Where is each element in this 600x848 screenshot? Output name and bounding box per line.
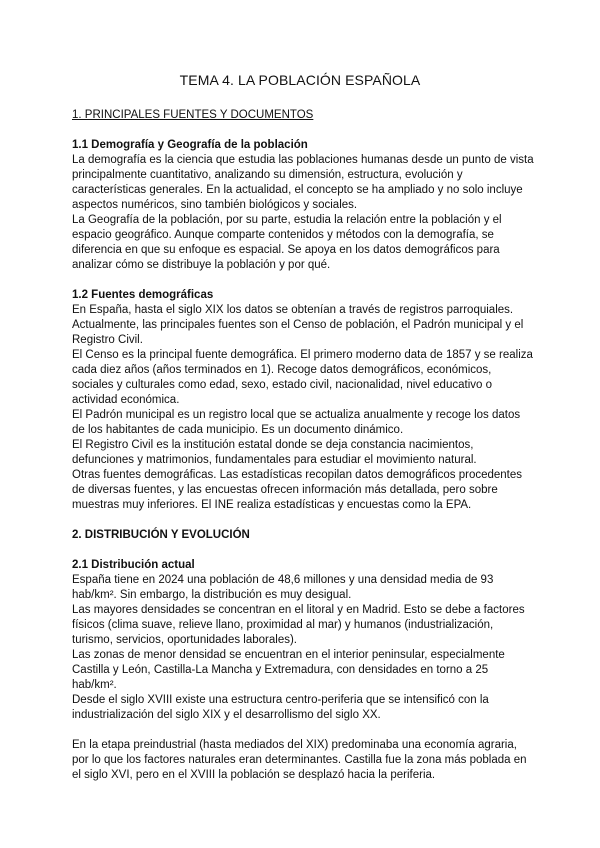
paragraph: Las zonas de menor densidad se encuentran en el interior peninsular, especialmente Castilla y León, Castilla-La Mancha y Extremadura, con densidades en torno a 25 hab/km². — [72, 649, 505, 691]
section-2-heading: 2. DISTRIBUCIÓN Y EVOLUCIÓN — [72, 529, 250, 541]
subsection-1-1-heading: 1.1 Demografía y Geografía de la población — [72, 139, 308, 151]
paragraph: En España, hasta el siglo XIX los datos se obtenían a través de registros parroquiales. — [72, 304, 514, 316]
paragraph: El Censo es la principal fuente demográfica. El primero moderno data de 1857 y se realiza cada diez años (años terminados en 1). Recoge datos demográficos, económicos, sociales y culturales como edad, sexo, estado civil, nacionalidad, nivel educativo o actividad económica. — [72, 349, 533, 406]
paragraph: En la etapa preindustrial (hasta mediados del XIX) predominaba una economía agraria, por lo que los factores naturales eran determinantes. Castilla fue la zona más poblada en el siglo XVI, pero en el XVIII la población se desplazó hacia la periferia. — [72, 739, 527, 781]
section-1-heading: 1. PRINCIPALES FUENTES Y DOCUMENTOS — [72, 109, 314, 121]
paragraph: España tiene en 2024 una población de 48,6 millones y una densidad media de 93 hab/km². Sin embargo, la distribución es muy desigual. — [72, 574, 494, 601]
paragraph: El Padrón municipal es un registro local que se actualiza anualmente y recoge los datos de los habitantes de cada municipio. Es un documento dinámico. — [72, 409, 521, 436]
document-body — [72, 108, 536, 783]
paragraph: Actualmente, las principales fuentes son el Censo de población, el Padrón municipal y el Registro Civil. — [72, 319, 524, 346]
paragraph: La Geografía de la población, por su parte, estudia la relación entre la población y el espacio geográfico. Aunque comparte contenidos y métodos con la demografía, se diferencia en que su enfoque es espacial. Se apoya en los datos demográficos para analizar cómo se distribuye la población y por qué. — [72, 214, 502, 271]
subsection-1-2-heading: 1.2 Fuentes demográficas — [72, 289, 214, 301]
subsection-2-1-heading: 2.1 Distribución actual — [72, 559, 195, 571]
paragraph: Otras fuentes demográficas. Las estadísticas recopilan datos demográficos procedentes de diversas fuentes, y las encuestas ofrecen información más detallada, pero sobre muestras muy inferiores. El INE realiza estadísticas y encuestas como la EPA. — [72, 469, 523, 511]
paragraph: Desde el siglo XVIII existe una estructura centro-periferia que se intensificó con la industrialización del siglo XIX y el desarrollismo del siglo XX. — [72, 694, 489, 721]
paragraph: Las mayores densidades se concentran en el litoral y en Madrid. Esto se debe a factores físicos (clima suave, relieve llano, proximidad al mar) y humanos (industrialización, turismo, servicios, oportunidades laborales). — [72, 604, 525, 646]
paragraph: La demografía es la ciencia que estudia las poblaciones humanas desde un punto de vista principalmente cuantitativo, analizando su dimensión, estructura, evolución y características generales. En la actualidad, el concepto se ha ampliado y no solo incluye aspectos numéricos, sino también biológicos y sociales. — [72, 154, 534, 211]
document-title: TEMA 4. LA POBLACIÓN ESPAÑOLA — [179, 72, 421, 88]
paragraph: El Registro Civil es la institución estatal donde se deja constancia nacimientos, defunciones y matrimonios, fundamentales para estudiar el movimiento natural. — [72, 439, 477, 466]
